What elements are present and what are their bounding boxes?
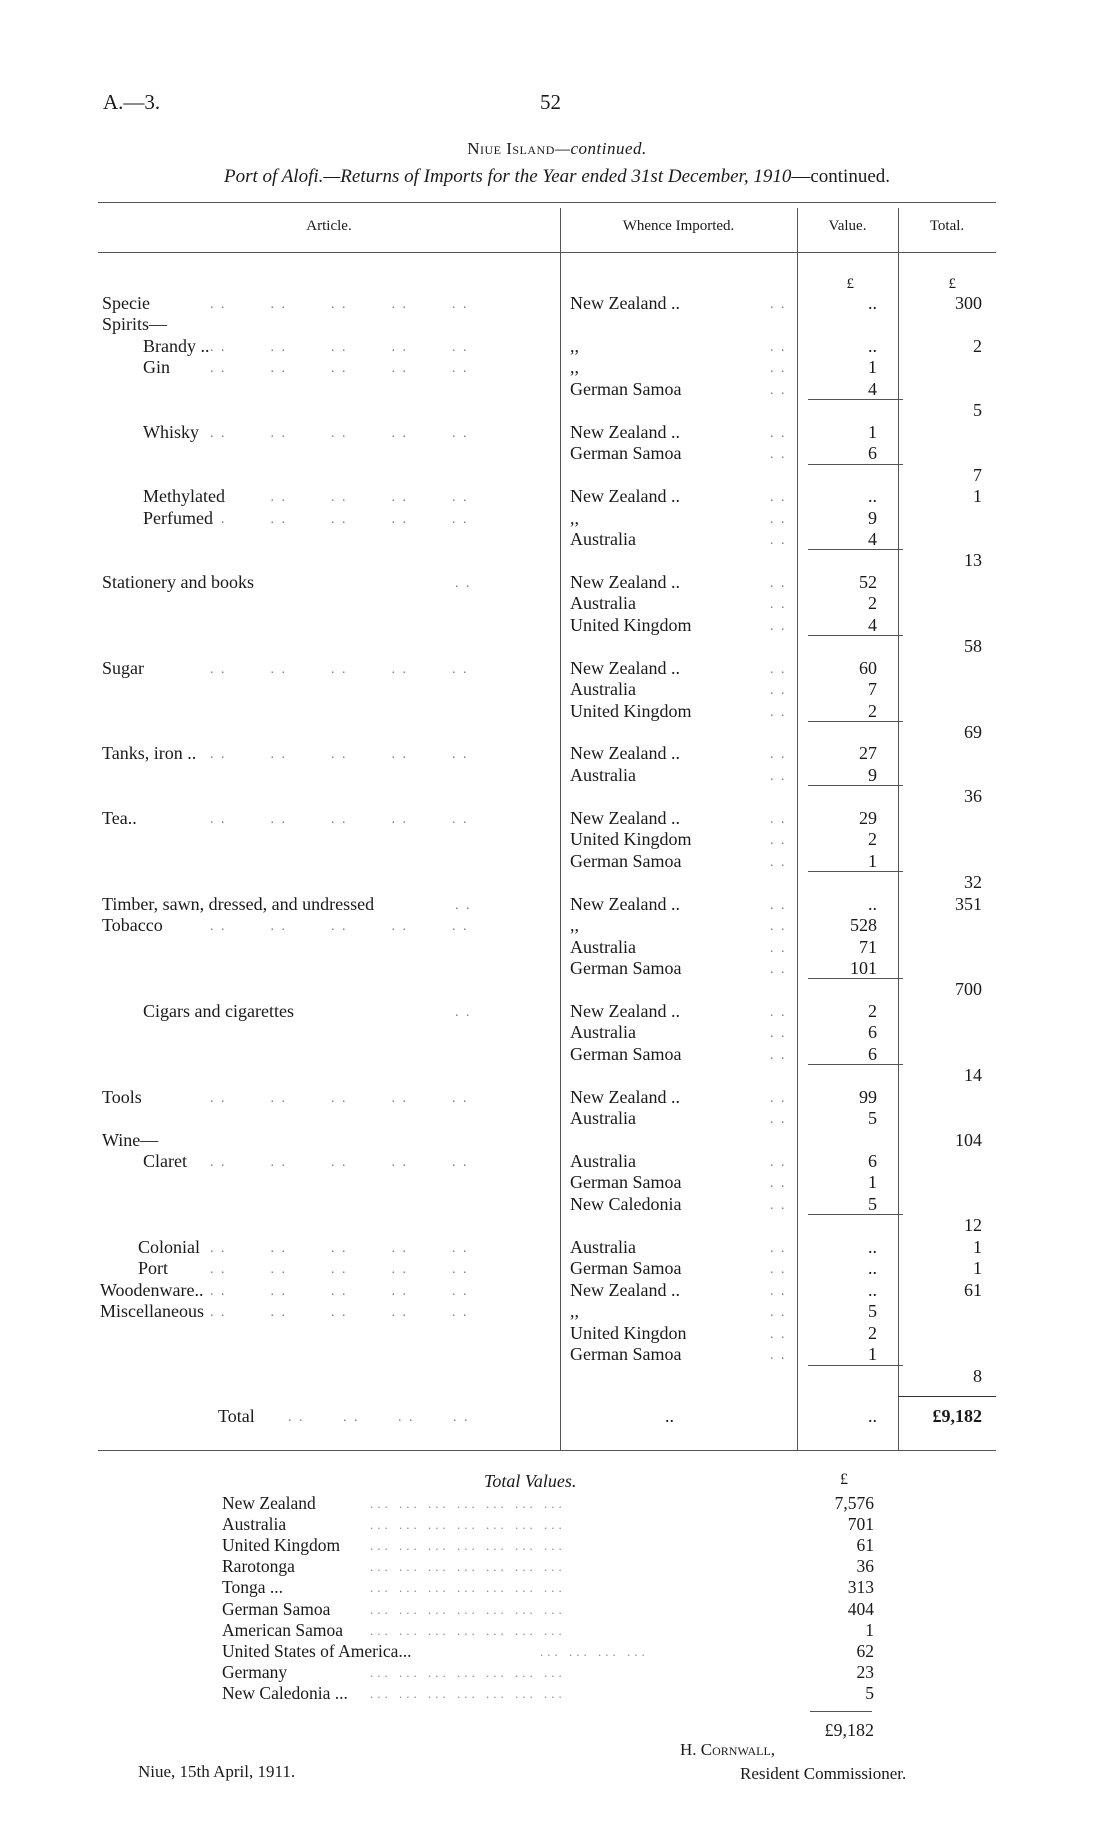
total-values-leader-dots: ... ... ... ... ... ... ... [370,1559,566,1575]
row-value: .. [868,1258,877,1279]
row-article: Timber, sawn, dressed, and undressed [102,893,375,914]
row-whence: United Kingdom [570,614,692,635]
row-article: Tanks, iron .. [102,743,197,764]
table-row [0,915,1114,937]
row-value: 4 [868,614,877,635]
row-total: 8 [973,1365,982,1386]
row-value: .. [868,893,877,914]
total-values-country: American Samoa [222,1619,343,1640]
row-value: 71 [859,936,877,957]
row-value: 7 [868,679,877,700]
row-value: 2 [868,700,877,721]
table-row [0,1194,1114,1216]
subtotal-rule [808,1365,903,1366]
whence-leader-dots: . . [770,811,787,827]
row-total: 58 [964,636,982,657]
table-row [0,872,1114,894]
row-total: 61 [964,1279,982,1300]
table-row [0,679,1114,701]
section-title-caps: Niue Island [467,139,555,158]
article-leader-dots: . . . . . . . . . . [210,1262,469,1278]
row-total: 12 [964,1215,982,1236]
row-whence: New Zealand .. [570,293,680,313]
table-row [0,357,1114,379]
row-value: 6 [868,1022,877,1043]
article-leader-dots: . . . . . . . . . . [210,919,469,935]
row-article: Spirits— [102,314,168,335]
article-leader-dots: . . . . . . . . . . [210,811,469,827]
row-whence: New Zealand .. [570,1086,680,1107]
row-article: Stationery and books [102,571,254,592]
row-whence: ,, [570,357,579,378]
signature-title: Resident Commissioner. [740,1764,907,1783]
table-row [0,1301,1114,1323]
table-row [0,1237,1114,1259]
row-whence: Australia [570,593,636,614]
column-header-value: Value. [828,218,867,234]
row-whence: ,, [570,915,579,936]
table-row [0,701,1114,723]
row-value: 5 [868,1193,877,1214]
row-whence: German Samoa [570,1172,682,1193]
whence-leader-dots: . . [770,382,787,398]
article-leader-dots: . . . . . . . . . . [210,339,469,355]
table-row [0,658,1114,680]
total-values-heading: Total Values. [484,1471,577,1491]
table-row [0,1258,1114,1280]
subtotal-rule [808,785,903,786]
row-total: 14 [964,1065,982,1086]
table-row [0,1130,1114,1152]
whence-leader-dots: . . [770,919,787,935]
column-header-total: Total. [929,218,965,234]
article-leader-dots: . . [455,575,472,591]
table-row [0,829,1114,851]
row-whence: New Zealand .. [570,807,680,828]
total-values-rule [810,1711,872,1712]
total-values-country: United Kingdom [222,1535,341,1556]
total-values-country: Tonga ... [222,1577,283,1598]
table-row [0,1044,1114,1066]
row-whence: New Zealand .. [570,1000,680,1021]
total-values-leader-dots: ... ... ... ... ... ... ... [370,1622,566,1638]
row-whence: Australia [570,679,636,700]
row-value: 1 [868,357,877,378]
table-row [0,808,1114,830]
table-row [0,1172,1114,1194]
table-row [0,1065,1114,1087]
article-leader-dots: . . . . . . . . . . [210,1240,469,1256]
table-row [0,593,1114,615]
row-article: Sugar [102,657,144,678]
section-title-continued: —continued. [554,139,647,158]
whence-leader-dots: . . [770,447,787,463]
whence-leader-dots: . . [770,1326,787,1342]
total-values-country: German Samoa [222,1598,331,1619]
row-value: 528 [850,915,877,936]
article-leader-dots: . . . . . . . . . . [210,1283,469,1299]
article-leader-dots: . . . . . . . . . . [210,297,469,312]
row-value: 1 [868,1344,877,1365]
whence-leader-dots: . . [770,1112,787,1128]
total-row [0,1406,1114,1428]
subtotal-rule [808,635,903,636]
total-values-leader-dots: ... ... ... ... ... ... ... [370,1538,566,1554]
total-values-country: Germany [222,1661,288,1682]
row-total: 1 [973,1236,982,1257]
row-article: Tobacco [102,915,163,936]
row-total: 700 [955,979,982,1000]
total-values-country: New Zealand [222,1493,316,1513]
article-leader-dots: . . . . . . . . . . [210,1305,469,1321]
total-values-amount: 23 [856,1661,874,1682]
whence-leader-dots: . . [770,1090,787,1106]
page-number: 52 [540,90,561,114]
table-row [0,465,1114,487]
row-value: 2 [868,1000,877,1021]
total-values-amount: 701 [847,1514,874,1535]
row-total: 5 [973,400,982,421]
row-value: .. [868,293,877,313]
table-row [0,1151,1114,1173]
row-total: 1 [973,1258,982,1279]
total-values-leader-dots: ... ... ... ... ... ... ... [370,1664,566,1680]
article-leader-dots: . . . . . . . . . . [210,1155,469,1170]
whence-leader-dots: . . [770,597,787,613]
table-bottom-rule [98,1450,996,1451]
row-value: 2 [868,829,877,850]
table-row [0,615,1114,637]
row-total: 351 [955,893,982,914]
row-whence: Australia [570,764,636,785]
subtotal-rule [808,399,903,400]
total-values-amount: 313 [847,1577,874,1598]
table-row [0,786,1114,808]
total-values-country: United States of America... [222,1640,412,1661]
column-header-whence: Whence Imported. [622,218,735,234]
subtotal-rule [808,978,903,979]
table-row [0,314,1114,336]
row-article: Cigars and cigarettes [143,1000,294,1021]
article-leader-dots: . . . . . . . . . . [210,490,469,506]
table-row [0,1344,1114,1366]
whence-leader-dots: . . [770,704,787,720]
total-values-amount: 36 [856,1556,874,1577]
row-whence: German Samoa [570,1258,682,1279]
table-row [0,937,1114,959]
table-row [0,486,1114,508]
signature-name [680,1740,775,1760]
place-and-date: Niue, 15th April, 1911. [138,1762,296,1781]
table-row [0,1215,1114,1237]
table-top-rule [98,202,996,203]
subtotal-rule [808,721,903,722]
row-article: Wine— [102,1129,159,1150]
row-whence: Australia [570,1236,636,1257]
value-currency-symbol: £ [846,276,854,292]
whence-leader-dots: . . [770,1283,787,1299]
row-whence: New Zealand .. [570,1279,680,1300]
row-article: Whisky [143,421,199,442]
table-row [0,722,1114,744]
total-values-amount: 1 [865,1619,874,1640]
whence-leader-dots: . . [770,897,787,913]
whence-leader-dots: . . [770,961,787,977]
article-leader-dots: . . . . . . . . . . [210,361,469,377]
whence-leader-dots: . . [770,490,787,506]
row-total: 104 [955,1129,982,1150]
whence-leader-dots: . . [770,1262,787,1278]
row-whence: Australia [570,1108,636,1129]
row-article: Methylated [143,486,225,507]
row-total: 13 [964,550,982,571]
total-values-leader-dots: ... ... ... ... ... ... ... [370,1517,566,1533]
row-value: 6 [868,1151,877,1171]
article-leader-dots: . . [455,1004,472,1020]
grand-total: £9,182 [932,1406,982,1426]
row-whence: German Samoa [570,378,682,399]
row-whence: Australia [570,528,636,549]
whence-leader-dots: . . [770,1026,787,1042]
table-row [0,1022,1114,1044]
row-value: 2 [868,1322,877,1343]
whence-leader-dots: . . [770,1305,787,1321]
row-whence: ,, [570,507,579,528]
subtotal-rule [808,464,903,465]
total-currency-symbol: £ [948,276,956,292]
total-values-amount: 404 [847,1598,874,1619]
total-values-country: Rarotonga [222,1556,295,1577]
article-leader-dots: . . . . . . . . . . [210,661,469,677]
row-value: 52 [859,571,877,592]
total-label: Total [218,1406,255,1426]
row-value: 1 [868,850,877,871]
grand-total-rule [898,1396,996,1397]
column-header-article: Article. [306,218,352,234]
row-value: 6 [868,1043,877,1064]
row-total: 69 [964,722,982,742]
table-row [0,979,1114,1001]
table-title-text: Port of Alofi.—Returns of Imports for the Year ended 31st December, 1910 [223,166,792,187]
row-value: 1 [868,1172,877,1193]
row-value: 27 [859,743,877,764]
total-value: .. [868,1406,877,1426]
total-values-leader-dots: ... ... ... ... ... ... ... [370,1685,566,1701]
total-values-amount: 7,576 [834,1493,874,1513]
whence-leader-dots: . . [770,1047,787,1063]
total-values-country: Australia [222,1514,287,1535]
table-row [0,743,1114,765]
row-total: 7 [973,464,982,485]
row-value: 99 [859,1086,877,1107]
row-value: 6 [868,443,877,464]
row-whence: German Samoa [570,850,682,871]
total-values-amount: 61 [856,1535,874,1556]
whence-leader-dots: . . [770,297,787,312]
row-article: Port [138,1258,169,1279]
row-article: Perfumed [143,507,213,528]
row-article: Woodenware.. [100,1279,204,1300]
row-article: Tools [102,1086,142,1107]
whence-leader-dots: . . [770,532,787,548]
row-total: 32 [964,872,982,893]
row-value: .. [868,486,877,507]
row-value: 5 [868,1108,877,1129]
total-values-currency: £ [840,1471,848,1488]
row-whence: German Samoa [570,1344,682,1365]
whence-leader-dots: . . [770,1348,787,1364]
whence-leader-dots: . . [770,511,787,527]
table-row [0,765,1114,787]
whence-leader-dots: . . [770,854,787,870]
table-header-rule [98,252,996,253]
row-article: Gin [143,357,170,378]
table-row [0,1323,1114,1345]
row-article: Specie [102,293,150,313]
document-reference: A.—3. [103,90,161,114]
row-value: 4 [868,378,877,399]
row-article: Miscellaneous [100,1301,204,1322]
whence-leader-dots: . . [770,425,787,441]
table-title [0,166,1114,188]
total-values-amount: 62 [856,1640,874,1661]
whence-leader-dots: . . [770,768,787,784]
row-whence: New Zealand .. [570,657,680,678]
table-row [0,379,1114,401]
row-total: 36 [964,786,982,807]
table-row [0,443,1114,465]
row-whence: German Samoa [570,957,682,978]
table-row [0,636,1114,658]
row-whence: New Zealand .. [570,421,680,442]
total-values-country: New Caledonia ... [222,1682,348,1703]
whence-leader-dots: . . [770,1176,787,1192]
row-article: Tea.. [102,807,137,828]
total-values-leader-dots: ... ... ... ... ... ... ... [370,1580,566,1596]
row-value: 1 [868,421,877,442]
section-title [0,139,1114,159]
total-whence: .. [665,1406,674,1426]
article-leader-dots: . . . . . . . . . . [210,1090,469,1106]
row-total: 300 [955,293,982,313]
table-row [0,529,1114,551]
table-row [0,958,1114,980]
whence-leader-dots: . . [770,1197,787,1213]
row-value: .. [868,1279,877,1300]
table-row [0,894,1114,916]
table-row [0,1087,1114,1109]
row-article: Brandy .. [143,335,210,356]
row-value: 4 [868,528,877,549]
table-row [0,1280,1114,1302]
whence-leader-dots: . . [770,1004,787,1020]
row-whence: New Zealand .. [570,743,680,764]
table-row [0,422,1114,444]
table-row [0,1366,1114,1388]
whence-leader-dots: . . [770,1240,787,1256]
whence-leader-dots: . . [770,833,787,849]
whence-leader-dots: . . [770,747,787,763]
article-leader-dots: . . [455,897,472,913]
whence-leader-dots: . . [770,618,787,634]
row-whence: German Samoa [570,1043,682,1064]
whence-leader-dots: . . [770,661,787,677]
whence-leader-dots: . . [770,683,787,699]
total-values-amount: 5 [865,1682,874,1703]
whence-leader-dots: . . [770,575,787,591]
article-leader-dots: . . . . . . . . . . [210,425,469,441]
total-values-leader-dots: ... ... ... ... [540,1643,649,1659]
row-article: Colonial [138,1236,200,1257]
total-values-leader-dots: ... ... ... ... ... ... ... [370,1496,566,1511]
row-total: 2 [973,335,982,356]
table-row [0,508,1114,530]
total-values-leader-dots: ... ... ... ... ... ... ... [370,1601,566,1617]
row-value: .. [868,335,877,356]
row-whence: New Zealand .. [570,571,680,592]
row-whence: United Kingdom [570,829,692,850]
row-total: 1 [973,486,982,507]
table-row [0,1108,1114,1130]
row-whence: Australia [570,936,636,957]
total-values-grand-total: £9,182 [824,1720,874,1740]
row-whence: New Zealand .. [570,893,680,914]
subtotal-rule [808,549,903,550]
subtotal-rule [808,871,903,872]
row-value: 101 [850,957,877,978]
table-row [0,293,1114,315]
signature-name-text: H. Cornwall, [680,1740,776,1759]
table-row [0,550,1114,572]
subtotal-rule [808,1214,903,1215]
row-whence: United Kingdon [570,1322,687,1343]
row-whence: New Zealand .. [570,486,680,507]
subtotal-rule [808,1064,903,1065]
row-value: 5 [868,1301,877,1322]
article-leader-dots: . . . . . . . . . . [210,511,469,527]
row-whence: United Kingdom [570,700,692,721]
row-whence: ,, [570,335,579,356]
row-article: Claret [143,1151,187,1171]
table-row [0,1001,1114,1023]
row-value: 29 [859,807,877,828]
row-value: 9 [868,507,877,528]
total-leader-dots: . . . . . . . . [288,1410,470,1425]
row-whence: Australia [570,1022,636,1043]
table-title-continued: —continued. [791,166,891,187]
row-value: 2 [868,593,877,614]
row-whence: Australia [570,1151,636,1171]
whence-leader-dots: . . [770,940,787,956]
row-whence: New Caledonia [570,1193,682,1214]
whence-leader-dots: . . [770,1155,787,1170]
table-row [0,851,1114,873]
row-whence: German Samoa [570,443,682,464]
table-row [0,400,1114,422]
row-value: 60 [859,657,877,678]
whence-leader-dots: . . [770,361,787,377]
table-row [0,572,1114,594]
article-leader-dots: . . . . . . . . . . [210,747,469,763]
whence-leader-dots: . . [770,339,787,355]
row-value: .. [868,1236,877,1257]
table-row [0,336,1114,358]
row-whence: ,, [570,1301,579,1322]
row-value: 9 [868,764,877,785]
